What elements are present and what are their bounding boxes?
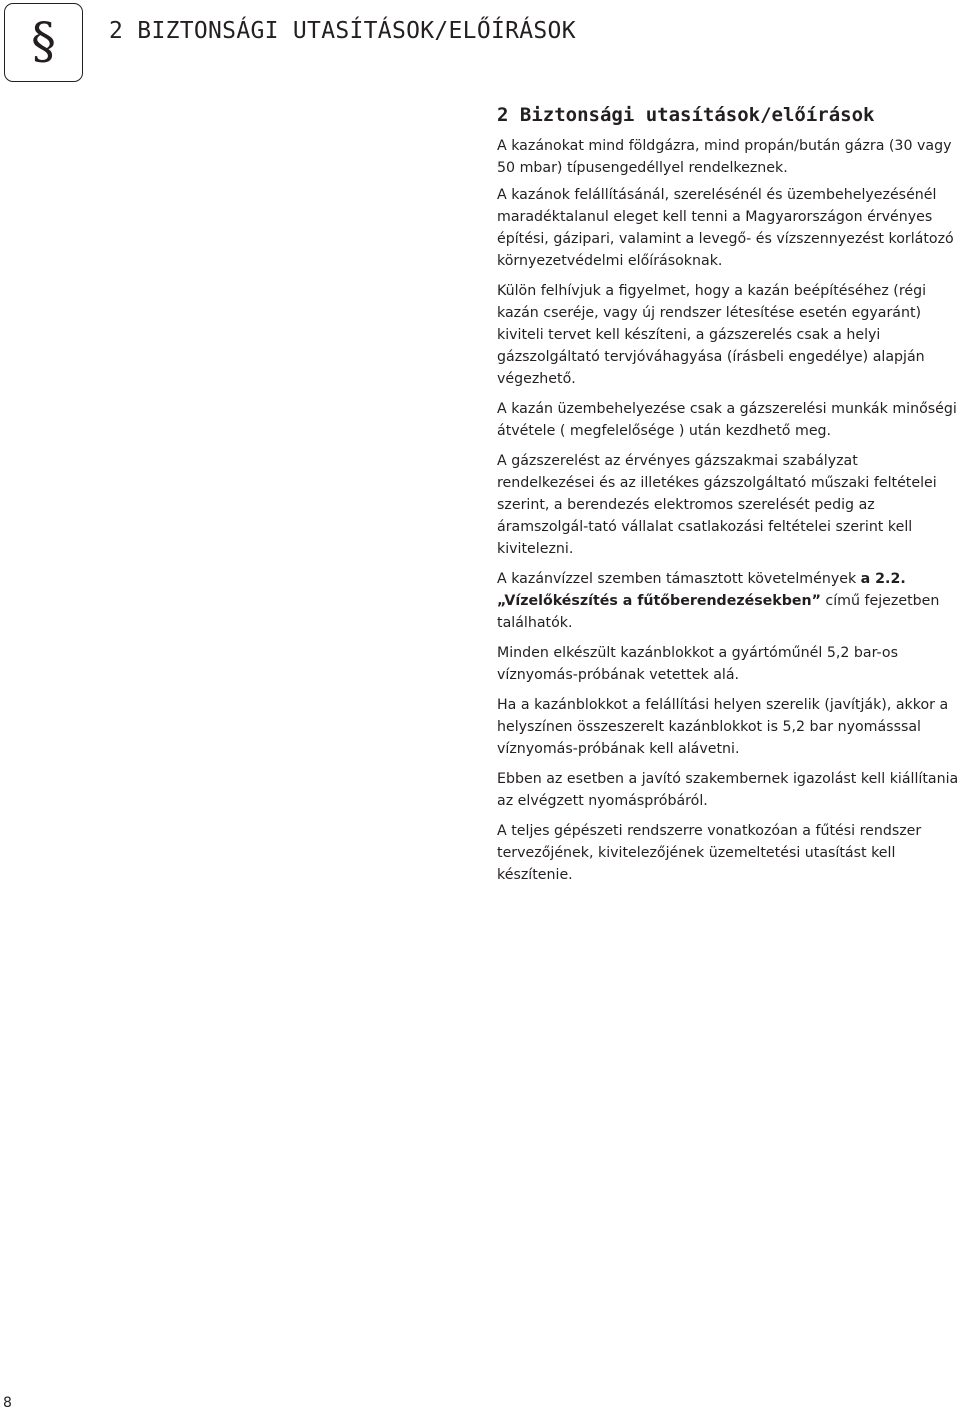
paragraph-sign-icon: § — [31, 11, 56, 70]
paragraph-commissioning: A kazán üzembehelyezése csak a gázszerelési munkák minőségi átvétele ( megfelelősége ) után kezdhető meg. — [497, 401, 957, 439]
paragraph-design-plan: Külön felhívjuk a figyelmet, hogy a kazán beépítéséhez (régi kazán cseréje, vagy új rendszer létesítése esetén egyaránt) kiviteli tervet kell készíteni, a gázszerelés csak a helyi gázszolgáltató tervjóváhagyása (írásbeli engedélye) alapján végezhető. — [497, 283, 927, 387]
paragraph-operating-instructions: A teljes gépészeti rendszerre vonatkozóan a fűtési rendszer tervezőjének, kivitelezőjének üzemeltetési utasítást kell készítenie. — [497, 823, 922, 883]
paragraph-regulations: A kazánok felállításánál, szerelésénél és üzembehelyezésénél maradéktalanul eleget kell tenni a Magyarországon érvényes építési, gázipari, valamint a levegő- és vízszennyezést korlátozó környezetvédelmi előírásoknak. — [497, 187, 954, 269]
page-title: 2 BIZTONSÁGI UTASÍTÁSOK/ELŐÍRÁSOK — [109, 18, 576, 44]
reference-text-after: című fejezetben találhatók. — [497, 593, 940, 631]
reference-text-before: A kazánvízzel szemben támasztott követelmények — [497, 571, 861, 587]
paragraph-pressure-test: Minden elkészült kazánblokkot a gyártóműnél 5,2 bar-os víznyomás-próbának vetettek alá. — [497, 645, 898, 683]
page-number: 8 — [3, 1395, 12, 1411]
paragraph-water-reference — [497, 568, 959, 634]
section-heading: 2 Biztonsági utasítások/előírások — [497, 104, 875, 126]
section-symbol-box — [4, 3, 83, 82]
paragraph-certificate: Ebben az esetben a javító szakembernek igazolást kell kiállítania az elvégzett nyomáspróbáról. — [497, 771, 959, 809]
paragraph-onsite-assembly: Ha a kazánblokkot a felállítási helyen szerelik (javítják), akkor a helyszínen összeszerelt kazánblokkot is 5,2 bar nyomásssal víznyomás-próbának kell alávetni. — [497, 697, 949, 757]
paragraph-gas-types: A kazánokat mind földgázra, mind propán/bután gázra (30 vagy 50 mbar) típusengedéllyel rendelkeznek. — [497, 138, 952, 176]
section-content — [497, 103, 959, 894]
paragraph-gas-installation: A gázszerelést az érvényes gázszakmai szabályzat rendelkezései és az illetékes gázszolgáltató műszaki feltételei szerint, a berendezés elektromos szerelését pedig az áramszolgál-tató vállalat csatlakozási feltételei szerint kell kivitelezni. — [497, 453, 937, 557]
reference-chapter-link: a 2.2. „Vízelőkészítés a fűtőberendezésekben” — [497, 571, 906, 609]
